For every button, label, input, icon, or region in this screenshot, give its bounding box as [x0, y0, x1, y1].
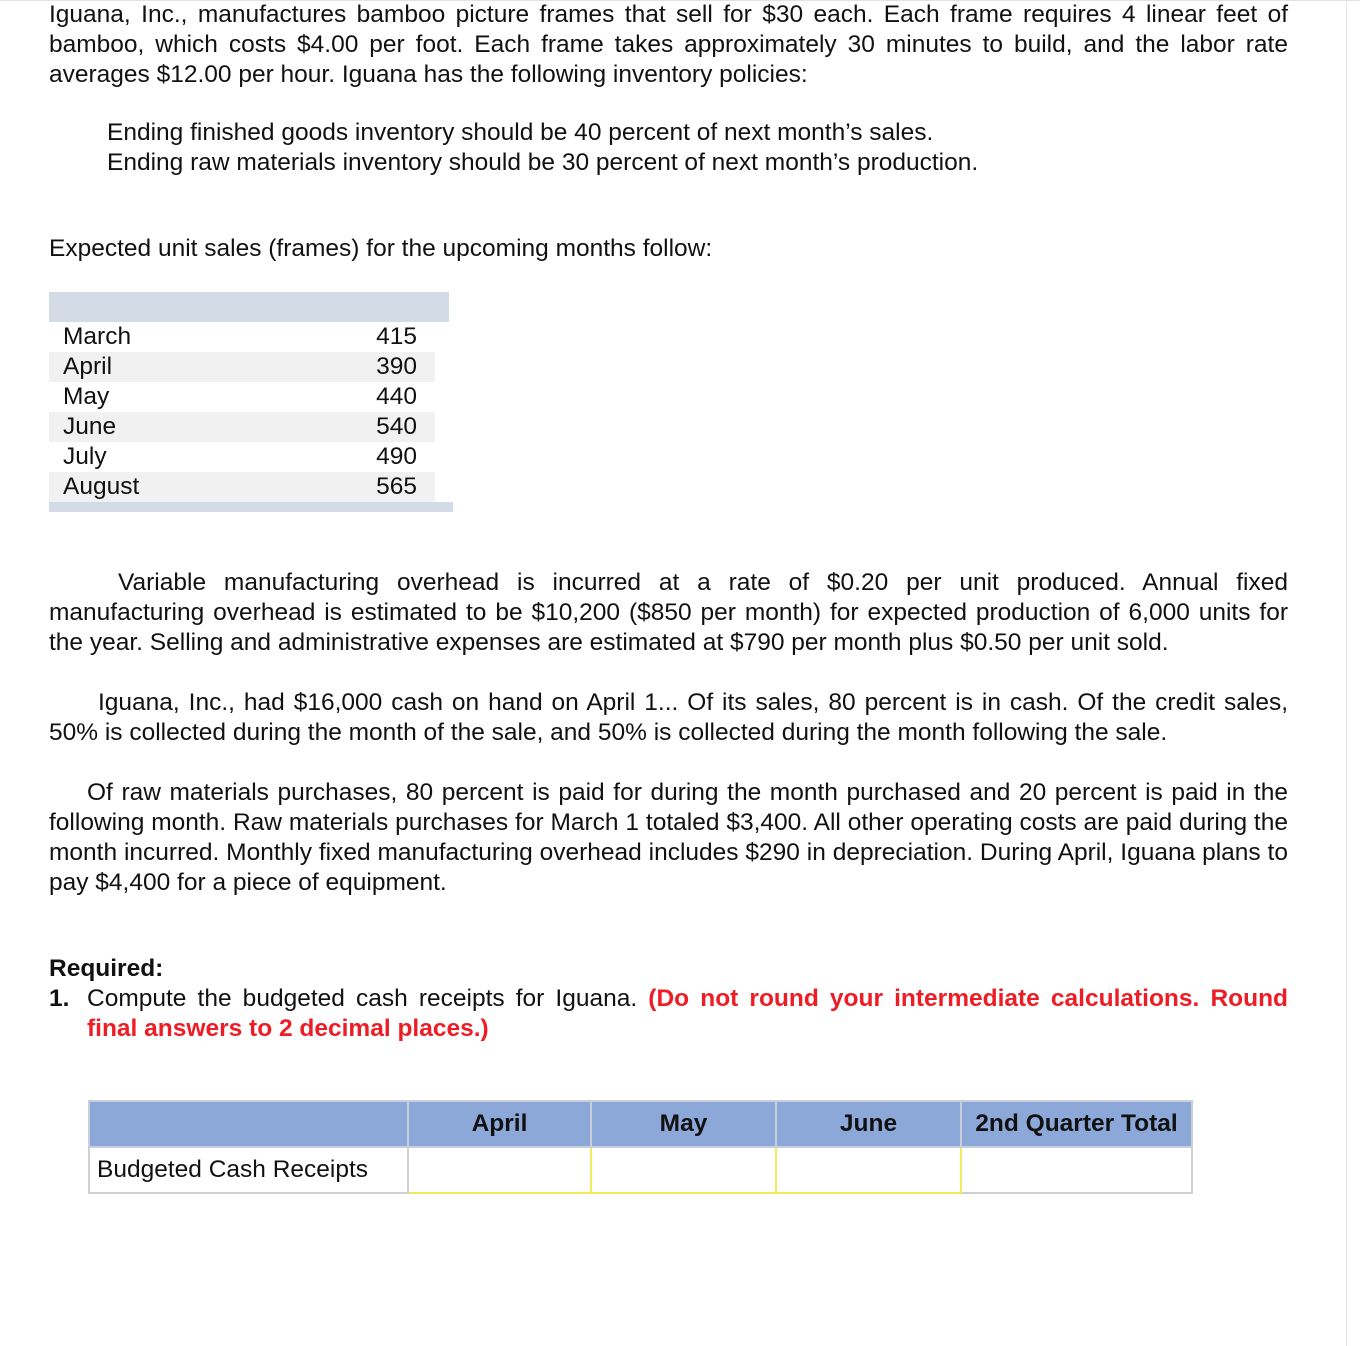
sales-table-footer [49, 502, 453, 512]
header-june: June [776, 1101, 961, 1147]
required-body [87, 984, 1288, 1044]
sales-units: 540 [376, 413, 417, 440]
cash-receipts-header-row [89, 1101, 1192, 1147]
policy-finished-goods: Ending finished goods inventory should be 40 percent of next month’s sales. [107, 119, 934, 146]
right-divider [1346, 0, 1347, 1346]
sales-row-march [49, 322, 435, 352]
june-receipts-input[interactable] [777, 1150, 960, 1190]
required-heading: Required: [49, 955, 164, 982]
sales-units: 390 [376, 353, 417, 380]
april-cell [408, 1147, 591, 1193]
sales-row-august [49, 472, 435, 502]
rounding-instruction: (Do not round your intermediate calculations. Round final answers to 2 decimal places.) [87, 985, 1288, 1042]
april-receipts-input[interactable] [409, 1150, 590, 1190]
row-label: Budgeted Cash Receipts [89, 1147, 408, 1193]
sales-row-july [49, 442, 435, 472]
sales-month: April [63, 353, 113, 380]
sales-month: July [63, 443, 107, 470]
header-quarter-total: 2nd Quarter Total [961, 1101, 1192, 1147]
header-may: May [591, 1101, 776, 1147]
sales-row-june [49, 412, 435, 442]
sales-units: 440 [376, 383, 417, 410]
cash-receipts-row [89, 1147, 1192, 1193]
sales-month: May [63, 383, 110, 410]
sales-month: August [63, 473, 140, 500]
may-receipts-input[interactable] [592, 1150, 775, 1190]
may-cell [591, 1147, 776, 1193]
sales-units: 565 [376, 473, 417, 500]
purchases-paragraph: Of raw materials purchases, 80 percent is paid for during the month purchased and 20 percent is paid in the following month. Raw materials purchases for March 1 totaled $3,400. All other operating costs are paid during the month incurred. Monthly fixed manufacturing overhead includes $290 in depreciation. During April, Iguana plans to pay $4,400 for a piece of equipment. [49, 779, 1288, 896]
sales-intro: Expected unit sales (frames) for the upcoming months follow: [49, 235, 713, 262]
sales-row-may [49, 382, 435, 412]
june-cell [776, 1147, 961, 1193]
sales-table [49, 322, 453, 502]
quarter-total-cell [961, 1147, 1192, 1193]
overhead-paragraph: Variable manufacturing overhead is incurred at a rate of $0.20 per unit produced. Annual fixed manufacturing overhead is estimated to be $10,200 ($850 per month) for expected production of 6,000 units for the year. Selling and administrative expenses are estimated at $790 per month plus $0.50 per unit sold. [49, 569, 1288, 656]
header-april: April [408, 1101, 591, 1147]
header-blank [89, 1101, 408, 1147]
sales-table-header [49, 292, 449, 322]
required-number: 1. [49, 985, 70, 1012]
sales-units: 415 [376, 323, 417, 350]
sales-month: March [63, 323, 132, 350]
sales-row-april [49, 352, 435, 382]
cash-paragraph: Iguana, Inc., had $16,000 cash on hand on April 1... Of its sales, 80 percent is in cash. Of the credit sales, 50% is collected during the month of the sale, and 50% is collected during the month following the sale. [49, 689, 1288, 746]
intro-paragraph: Iguana, Inc., manufactures bamboo picture frames that sell for $30 each. Each frame requires 4 linear feet of bamboo, which costs $4.00 per foot. Each frame takes approximately 30 minutes to build, and the labor rate averages $12.00 per hour. Iguana has the following inventory policies: [49, 1, 1288, 88]
sales-units: 490 [376, 443, 417, 470]
cash-receipts-table [88, 1100, 1193, 1194]
sales-month: June [63, 413, 117, 440]
policy-raw-materials: Ending raw materials inventory should be 30 percent of next month’s production. [107, 149, 979, 176]
required-text: Compute the budgeted cash receipts for Iguana. [87, 985, 638, 1012]
